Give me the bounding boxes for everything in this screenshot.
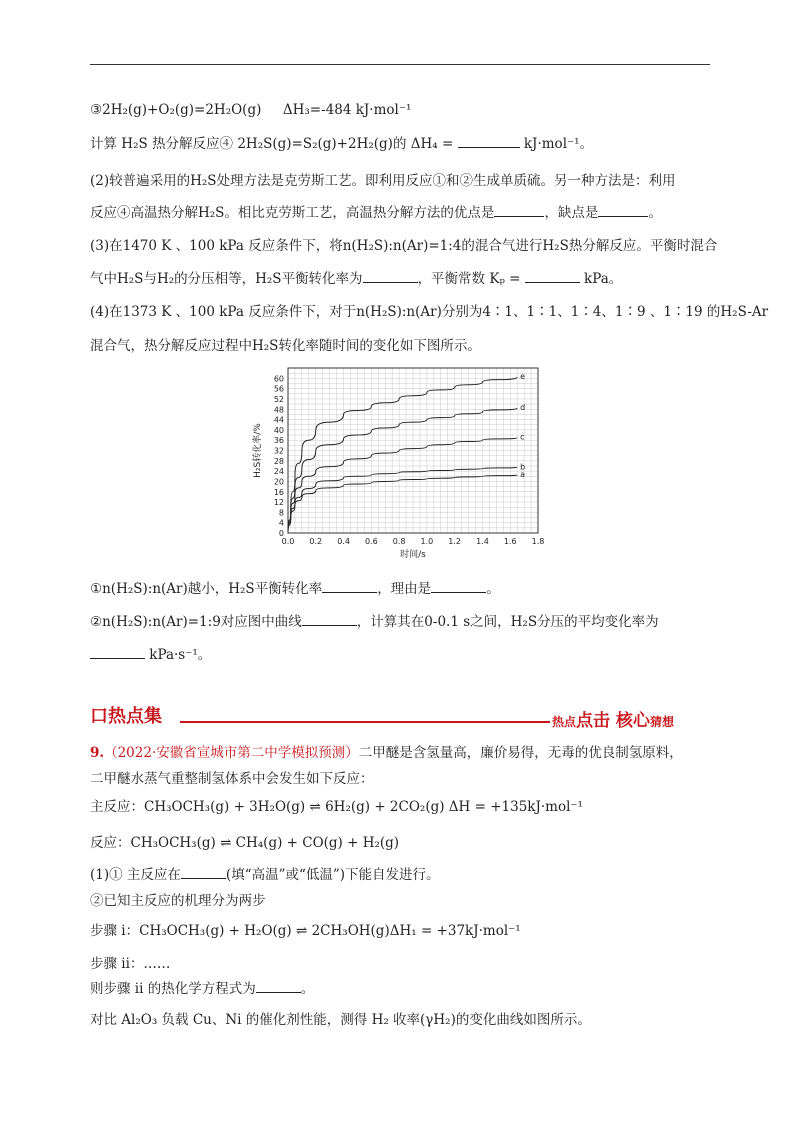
text: 。 [648, 205, 662, 221]
x-tick-label: 1.2 [448, 537, 462, 546]
text: 平衡转化率 [254, 581, 323, 597]
text: 平衡转化率为 [281, 271, 363, 287]
section-rule [180, 721, 550, 723]
text: ① [90, 581, 103, 597]
problem-9-intro [90, 744, 683, 762]
conversion-chart [250, 360, 550, 569]
y-tick-label: 12 [273, 498, 284, 508]
formula: ΔH₄ = [410, 136, 454, 152]
text: 。 [300, 981, 315, 997]
series-line-e [288, 377, 517, 533]
step-1 [90, 922, 521, 940]
step-2: 步骤 ii：…… [90, 956, 171, 972]
eq-enthalpy: ΔH₃=-484 kJ·mol⁻¹ [282, 102, 412, 118]
main-reaction [90, 798, 583, 816]
text: 主反应： [90, 799, 144, 815]
part-3 [90, 980, 314, 998]
y-tick-label: 44 [273, 415, 284, 425]
formula: n(H₂S):n(Ar) [102, 581, 188, 597]
section-title: 口热点集 [90, 706, 162, 727]
x-tick-label: 0.2 [309, 537, 323, 546]
text: ，计算其在0-0.1 s之间， [356, 614, 511, 630]
text: (1)① 主反应在 [90, 867, 181, 883]
answer-blank[interactable] [431, 580, 486, 593]
formula: n(H₂S):n(Ar) [356, 304, 442, 320]
formula: H₂S [542, 238, 569, 254]
part-4: 对比 Al₂O₃ 负载 Cu、Ni 的催化剂性能，测得 H₂ 收率(γH₂)的变化曲线如图所示。 [90, 1012, 591, 1028]
text: 计算 [90, 136, 117, 152]
series-line-b [288, 467, 517, 533]
part-1 [90, 866, 440, 884]
text: 混合气，热分解反应过程中 [90, 338, 252, 354]
text: 热分解反应。平衡时混合 [568, 238, 718, 254]
question-line-7 [90, 337, 481, 355]
x-tick-label: 0.0 [281, 537, 295, 546]
series-label-c: c [520, 432, 525, 442]
x-axis-label: 时间/s [400, 550, 426, 560]
text: 。 [486, 581, 500, 597]
y-tick-label: 40 [273, 425, 284, 435]
tag-small: 猜想 [649, 715, 674, 729]
part-2: ②已知主反应的机理分为两步 [90, 893, 266, 909]
question-line-3 [90, 204, 662, 222]
formula: n(H₂S):n(Ar)=1:9 [102, 614, 221, 630]
answer-blank[interactable] [302, 613, 357, 626]
answer-blank[interactable] [256, 980, 301, 993]
answer-blank[interactable] [322, 580, 377, 593]
answer-blank[interactable] [598, 204, 648, 217]
formula: H₂S [252, 338, 279, 354]
y-tick-label: 16 [273, 487, 284, 497]
answer-blank[interactable] [363, 270, 418, 283]
text: 步骤 i： [90, 923, 140, 939]
text: 对应图中曲线 [220, 614, 302, 630]
text: (填“高温”或“低温”)下能自发进行。 [225, 867, 440, 883]
formula: Kₚ = [489, 271, 521, 287]
text: 分压的平均变化率为 [537, 614, 659, 630]
y-tick-label: 8 [278, 508, 284, 518]
problem-number: 9. [90, 745, 105, 761]
text: (2)较普遍采用的 [90, 173, 191, 189]
x-tick-label: 1.0 [420, 537, 434, 546]
series-label-d: d [520, 402, 526, 412]
series-label-e: e [520, 372, 526, 382]
problem-source: （2022·安徽省宣城市第二中学模拟预测） [104, 745, 359, 761]
text: 。相比克劳斯工艺，高温热分解方法的优点是 [224, 205, 495, 221]
tag-small: 热点 [552, 715, 577, 729]
answer-blank[interactable] [181, 866, 226, 879]
y-tick-label: 28 [273, 456, 284, 466]
y-axis-label: H₂S转化率/% [253, 423, 263, 478]
formula: H₂S [190, 173, 217, 189]
series-label-a: a [520, 469, 526, 479]
unit: kPa·s⁻¹。 [149, 647, 212, 663]
text: 的 [392, 136, 407, 152]
formula: H₂ [156, 271, 175, 287]
question-line-2 [90, 172, 676, 190]
problem-9-intro-2: 二甲醚水蒸气重整制氢体系中会发生如下反应： [90, 771, 374, 787]
text: ，理由是 [377, 581, 432, 597]
answer-blank[interactable] [90, 646, 145, 659]
formula: 2H₂S(g)=S₂(g)+2H₂(g) [237, 136, 393, 152]
x-tick-label: 1.4 [476, 537, 489, 546]
formula: CH₃OCH₃(g) + 3H₂O(g) ⇌ 6H₂(g) + 2CO₂(g) ΔH = +135kJ·mol⁻¹ [144, 799, 583, 815]
formula: H₂S [121, 136, 148, 152]
text: 则步骤 ii 的热化学方程式为 [90, 981, 256, 997]
formula: CH₃OCH₃(g) ⇌ CH₄(g) + CO(g) + H₂(g) [130, 835, 400, 851]
side-reaction [90, 834, 399, 852]
text: 二甲醚是含氢量高，廉价易得，无毒的优良制氢原料， [358, 745, 683, 761]
text: 热分解反应④ [152, 136, 234, 152]
text: (3)在1470 K 、100 kPa 反应条件下，将 [90, 238, 343, 254]
answer-blank[interactable] [458, 135, 520, 148]
x-tick-label: 1.6 [503, 537, 517, 546]
answer-blank[interactable] [494, 204, 544, 217]
y-tick-label: 4 [278, 518, 284, 528]
text: 反应： [90, 835, 131, 851]
x-tick-label: 0.4 [337, 537, 350, 546]
equation-3 [90, 101, 411, 119]
tag-big: 点击 核心 [576, 711, 650, 731]
sub-question-2-cont [90, 646, 211, 664]
question-line-5 [90, 270, 622, 288]
series-label-b: b [520, 462, 526, 472]
section-tagline [552, 706, 674, 731]
formula: H₂S [117, 271, 144, 287]
y-tick-label: 36 [273, 436, 284, 446]
formula: H₂S-Ar [720, 304, 769, 320]
text: 分别为4∶1、1∶1、1∶4、1∶9 、1∶19 的 [441, 304, 721, 320]
question-line-1 [90, 135, 593, 153]
series-line-a [288, 475, 517, 533]
eq-label: ③ [90, 102, 103, 118]
series-line-c [288, 438, 517, 533]
y-tick-label: 48 [273, 405, 284, 415]
y-tick-label: 24 [273, 467, 284, 477]
y-tick-label: 0 [278, 529, 284, 538]
unit: kPa。 [584, 271, 623, 287]
text: 处理方法是克劳斯工艺。即利用反应①和②生成单质硫。另一种方法是：利用 [216, 173, 676, 189]
x-tick-label: 0.6 [364, 537, 378, 546]
formula: H₂S [228, 581, 255, 597]
text: 的混合气进行 [461, 238, 543, 254]
question-line-6 [90, 303, 768, 321]
question-line-4 [90, 237, 717, 255]
text: ② [90, 614, 103, 630]
sub-question-1 [90, 580, 500, 598]
eq-formula: 2H₂(g)+O₂(g)=2H₂O(g) [102, 102, 262, 118]
answer-blank[interactable] [525, 270, 580, 283]
series-line-d [288, 408, 517, 533]
text: 的分压相等， [174, 271, 256, 287]
text: ，平衡常数 [417, 271, 486, 287]
unit: kJ·mol⁻¹。 [523, 136, 594, 152]
text: 气中 [90, 271, 117, 287]
header-rule [90, 64, 710, 65]
text: 与 [143, 271, 157, 287]
text: ，缺点是 [544, 205, 599, 221]
text: 反应④高温热分解 [90, 205, 198, 221]
formula: H₂S [255, 271, 282, 287]
y-tick-label: 60 [273, 374, 284, 384]
formula: H₂S [510, 614, 538, 630]
chart-svg [250, 360, 550, 565]
formula: H₂S [198, 205, 225, 221]
x-tick-label: 1.8 [531, 537, 545, 546]
text: 转化率随时间的变化如下图所示。 [278, 338, 481, 354]
y-tick-label: 52 [273, 394, 284, 404]
text: 越小， [187, 581, 229, 597]
y-tick-label: 32 [273, 446, 284, 456]
text: (4)在1373 K 、100 kPa 反应条件下，对于 [90, 304, 357, 320]
y-tick-label: 56 [273, 384, 284, 394]
sub-question-2 [90, 613, 659, 631]
x-tick-label: 0.8 [392, 537, 406, 546]
formula: n(H₂S):n(Ar)=1:4 [342, 238, 462, 254]
formula: CH₃OCH₃(g) + H₂O(g) ⇌ 2CH₃OH(g)ΔH₁ = +37kJ·mol⁻¹ [139, 923, 521, 939]
y-tick-label: 20 [273, 477, 284, 487]
